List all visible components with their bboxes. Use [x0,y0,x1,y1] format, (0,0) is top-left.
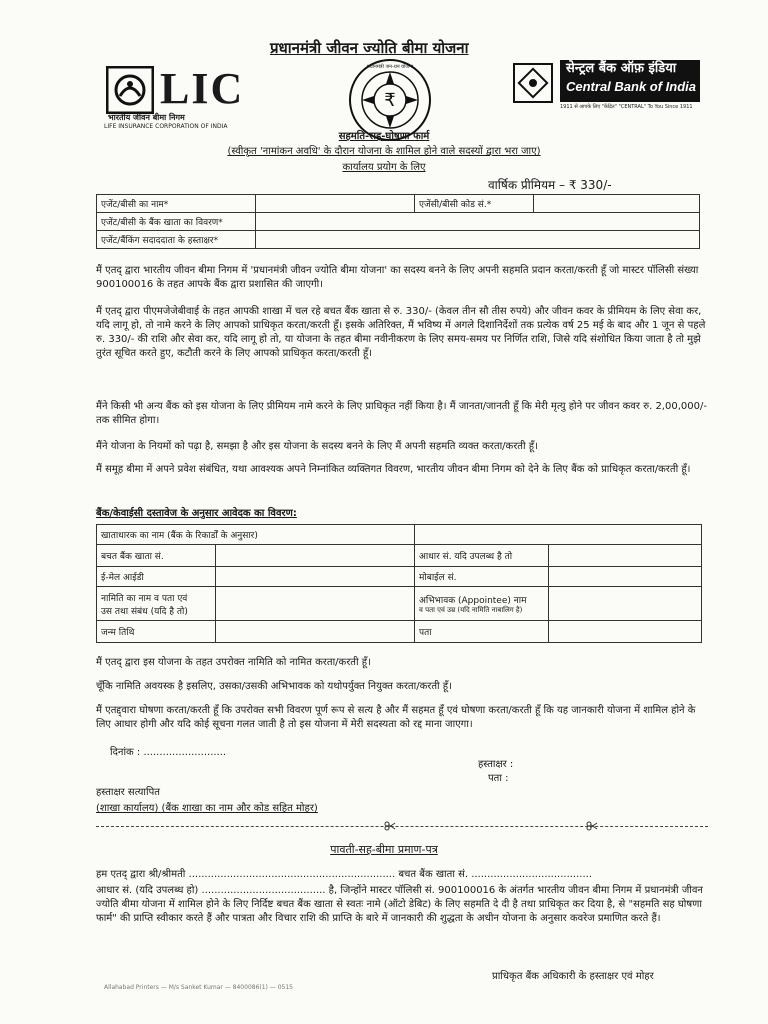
applicant-address[interactable]: पता : [488,773,509,784]
truth-declaration: मैं एतद्द्वारा घोषणा करता/करती हूँ कि उपरोक्त सभी विवरण पूर्ण रूप से सत्य है और मैं सहमत हूँ एवं घोषणा करता/करती हूँ कि यह जानकारी योजना में शामिल होने के लिए आधार होगी और यदि कोई सूचना गलत जाती है तो इस योजना में मेरी सदस्यता को रद्द माना जाएगा। [96,705,696,730]
bank-name-hindi: सेन्ट्रल बैंक ऑफ़ इंडिया [566,61,677,76]
aadhaar-label: आधार सं. यदि उपलब्ध है तो [415,545,549,567]
savings-account-label: बचत बैंक खाता सं. [97,545,216,567]
minor-nominee-declaration: चूँकि नामिति अवयस्क है इसलिए, उसका/उसकी अभिभावक को यथोपर्युक्त नियुक्त करता/करती हूँ। [96,681,452,692]
cut-line [96,826,708,827]
mobile-label: मोबाईल सं. [415,567,549,587]
nominee-label [97,587,216,621]
bank-name-box [560,60,700,102]
aadhaar-field[interactable] [549,545,702,567]
page-title: प्रधानमंत्री जीवन ज्योति बीमा योजना [270,39,469,57]
form-heading: सहमति-सह-घोषणा फार्म [338,131,430,142]
dob-label: जन्म तिथि [97,621,216,643]
kyc-table [96,524,702,643]
bank-tagline: 1911 से आपके लिए "केंद्रित" "CENTRAL" To You Since 1911 [560,104,693,110]
receipt-body: आधार सं. (यदि उपलब्ध हो) ....................................... है, जिन्होंने मास्टर पॉलिसी सं. 900100016 के अंतर्गत भारतीय जीवन बीमा निगम में प्रधानमंत्री जीवन ज्योति बीमा योजना में शामिल होने के लिए निर्दिष्ट बचत बैंक खाता से स्वतः नामे (ऑटो डेबिट) के लिए सहमति दे दी है तथा प्राधिकृत कर दिया है, से "सहमति सह घोषणा फार्म" की प्राप्ति स्वीकार करते हैं और पात्रता और विचार राशि की प्राप्ति के बारे में जानकारी की शुद्धता के अधीन योजना के अनुसार कवरेज प्रमाणित करते हैं। [96,885,703,924]
agent-name-field[interactable] [256,195,415,213]
bank-name-english: Central Bank of India [566,79,697,94]
kyc-heading: बैंक/केवाईसी दस्तावेज के अनुसार आवेदक का विवरण: [96,508,297,519]
dob-field[interactable] [216,621,415,643]
lic-emblem-icon [106,66,154,114]
lic-logo-text: LIC [160,64,245,113]
nominee-label-line1: नामिति का नाम व पता एवं [101,593,188,604]
scissors-icon [384,821,396,831]
appointee-field[interactable] [549,587,702,621]
no-other-bank-paragraph: मैंने किसी भी अन्य बैंक को इस योजना के लिए प्रीमियम नामे करने के लिए प्राधिकृत नहीं किया है। मैं जानता/जानती हूँ कि मेरी मृत्यु होने पर जीवन कवर रु. 2,00,000/- तक सीमित होगा। [96,401,707,426]
appointee-label-line1: अभिभावक (Appointee) नाम [419,595,527,606]
applicant-signature[interactable]: हस्ताक्षर : [478,759,514,770]
agent-signature-field[interactable] [256,231,700,249]
account-holder-field[interactable] [415,525,702,545]
signature-verified: हस्ताक्षर सत्यापित [96,787,160,798]
agent-signature-label: एजेंट/बैंकिंग सदाददाता के हस्ताक्षर* [97,231,256,249]
address-label: पता [415,621,549,643]
nominate-declaration: मैं एतद् द्वारा इस योजना के तहत उपरोक्त नामिति को नामित करता/करती हूँ। [96,657,371,668]
agent-account-label: एजेंट/बीसी के बैंक खाता का विवरण* [97,213,256,231]
email-field[interactable] [216,567,415,587]
office-use-heading: कार्यालय प्रयोग के लिए [342,162,426,173]
lic-name-hindi: भारतीय जीवन बीमा निगम [108,113,185,122]
annual-premium: वार्षिक प्रीमियम – ₹ 330/- [488,178,612,192]
savings-account-field[interactable] [216,545,415,567]
agent-code-label: एजेंसी/बीसी कोड सं.* [415,195,534,213]
printer-note: Allahabad Printers — M/s Sanket Kumar — 8400086(1) — 0515 [104,984,293,991]
date-field[interactable]: दिनांक : .......................... [110,747,227,758]
receipt-line1: हम एतद् द्वारा श्री/श्रीमती ................................................................. बचत बैंक खाता सं. ...................................... [96,869,592,880]
address-field[interactable] [549,621,702,643]
lic-share-paragraph: मैं समूह बीमा में अपने प्रवेश संबंधित, यथा आवश्यक अपने निम्नांकित व्यक्तिगत विवरण, भारतीय जीवन बीमा निगम को देने के लिए बैंक को प्राधिकृत करता/करती हूँ। [96,464,691,475]
nominee-field[interactable] [216,587,415,621]
agent-account-field[interactable] [256,213,700,231]
rules-read-paragraph: मैंने योजना के नियमों को पढ़ा है, समझा है और इस योजना के सदस्य बनने के लिए मैं अपनी सहमति व्यक्त करता/करती हूँ। [96,441,538,452]
consent-paragraph: मैं एतद् द्वारा भारतीय जीवन बीमा निगम में 'प्रधानमंत्री जीवन ज्योति बीमा योजना' का सदस्य बनने के लिए अपनी सहमति प्रदान करता/करती हूँ जो मास्टर पॉलिसी संख्या 900100016 के तहत आपके बैंक द्वारा प्रशासित की जाएगी। [96,265,699,290]
agent-code-field[interactable] [534,195,700,213]
emblem-text: प्रधानमंत्री जन-धन योजना [366,64,414,70]
office-use-table [96,194,700,249]
form-subheading: (स्वीकृत 'नामांकन अवधि' के दौरान योजना के शामिल होने वाले सदस्यों द्वारा भरा जाए) [227,146,541,157]
mobile-field[interactable] [549,567,702,587]
branch-office-stamp: (शाखा कार्यालय) (बैंक शाखा का नाम और कोड सहित मोहर) [96,803,318,814]
bank-logo [512,60,700,120]
authorization-paragraph: मैं एतद् द्वारा पीएमजेजेबीवाई के तहत आपकी शाखा में चल रहे बचत बैंक खाता से रु. 330/- (केवल तीन सौ तीस रुपये) और जीवन कवर के प्रीमियम के लिए सेवा कर, यदि लागू हो, तो नामे करने के लिए आपको प्राधिकृत करता/करती हूँ। इसके अतिरिक्त, मैं भविष्य में अगले दिशानिर्देशों तक प्रत्येक वर्ष 25 मई के बाद और 1 जून से पहले रु. 330/- की राशि और सेवा कर, यदि लागू हो तो, या योजना के तहत बीमा नवीनीकरण के लिए समय-समय पर निर्णित राशि, जिसे यदि संशोधित किया जाता है तो मुझे तुरंत सूचित करते हुए, कटौती करने के लिए आपको प्राधिकृत करता/करती हूँ। [96,306,706,359]
authorized-signature[interactable]: प्राधिकृत बैंक अधिकारी के हस्ताक्षर एवं मोहर [492,971,654,982]
receipt-heading: पावती-सह-बीमा प्रमाण-पत्र [330,843,438,856]
account-holder-label: खाताधारक का नाम (बैंक के रिकार्डों के अनुसार) [97,525,415,545]
agent-name-label: एजेंट/बीसी का नाम* [97,195,256,213]
lic-name-english: LIFE INSURANCE CORPORATION OF INDIA [104,123,228,130]
email-label: ई-मेल आईडी [97,567,216,587]
appointee-label [415,587,549,621]
svg-text:₹: ₹ [384,90,396,111]
nominee-label-line2: उस तथा संबंध (यदि है तो) [101,606,188,617]
appointee-label-line2: व पता एवं उम्र (यदि नामिति नाबालिग है) [419,605,523,614]
scissors-icon [586,821,598,831]
bank-emblem-icon [512,62,554,104]
